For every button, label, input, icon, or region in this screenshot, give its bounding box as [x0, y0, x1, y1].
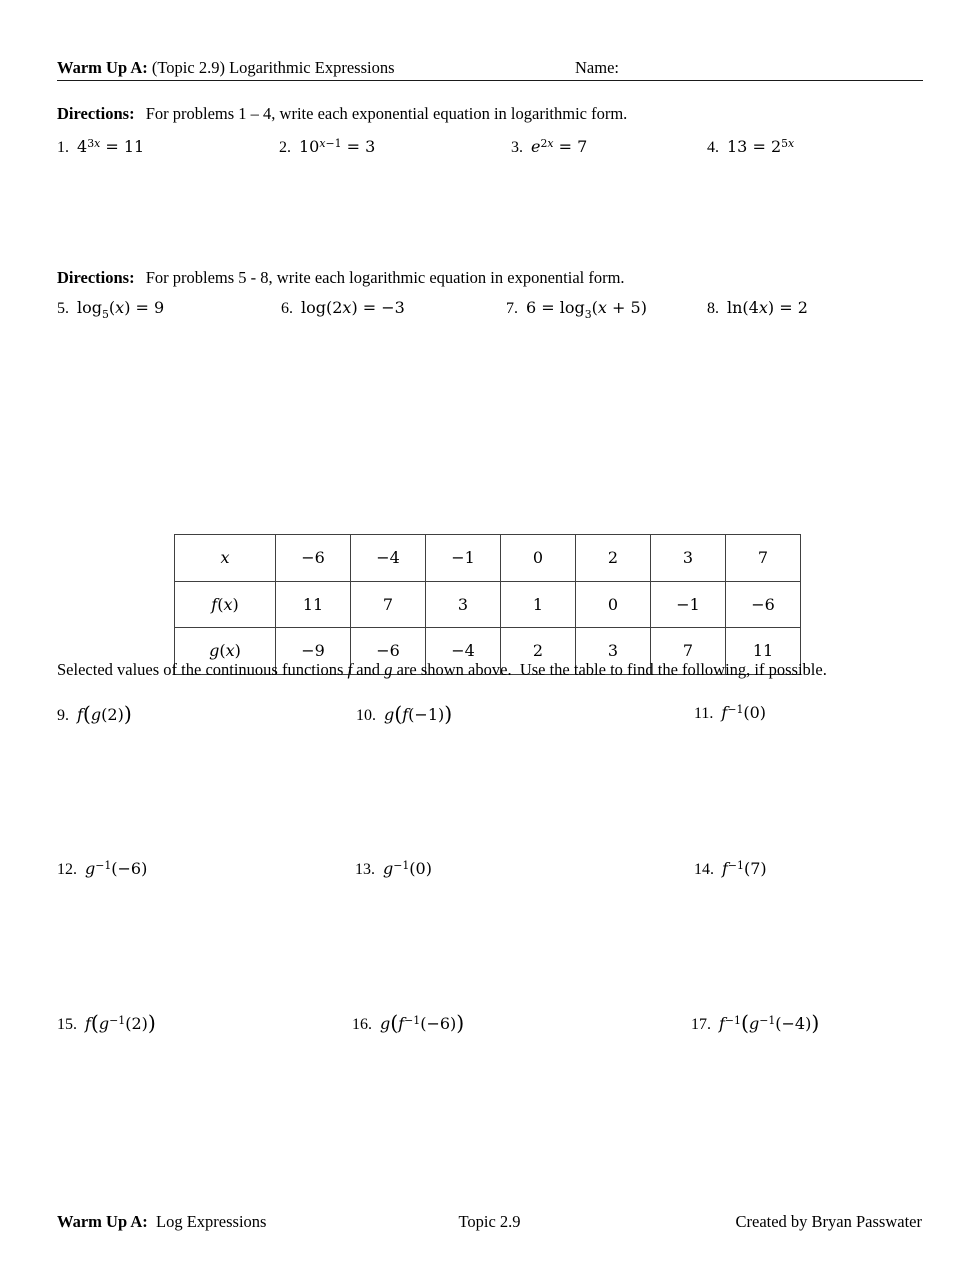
problem-17 [691, 1011, 819, 1035]
math-segment: −1 [109, 1013, 126, 1027]
math-segment: ) = 9 [124, 298, 165, 317]
problem-expression [77, 702, 132, 726]
problem-number: 8. [707, 300, 719, 317]
problem-expression [380, 1011, 465, 1035]
math-segment: = 11 [100, 137, 145, 157]
math-segment: f [721, 703, 728, 723]
math-segment: g [384, 660, 393, 679]
values-table-container [174, 494, 801, 715]
problem-14 [694, 858, 767, 879]
table-cell: 7 [351, 581, 426, 628]
problem-number: 11. [694, 705, 714, 723]
problem-expression [77, 137, 144, 156]
math-segment: log [77, 298, 102, 317]
problem-number: 9. [57, 706, 69, 724]
footer-left-bold: Warm Up A: [57, 1212, 148, 1231]
problem-number: 4. [707, 139, 719, 157]
table-cell: 1 [501, 581, 576, 628]
math-segment: (−4) [775, 1013, 812, 1033]
table-cell: −9 [276, 628, 351, 675]
problem-11 [694, 702, 766, 723]
math-segment: f [719, 1013, 725, 1033]
problem-number: 16. [352, 1015, 372, 1033]
math-segment: ) = 2 [767, 298, 808, 317]
problem-expression [719, 1011, 820, 1035]
math-segment: 13 = 2 [727, 137, 782, 157]
math-segment: x [223, 594, 233, 614]
problem-number: 14. [694, 861, 714, 879]
math-segment: g [90, 704, 102, 724]
math-segment: x [597, 298, 607, 317]
math-segment: x [220, 548, 230, 568]
math-segment: −1 [727, 703, 744, 717]
footer-left-rest: Log Expressions [147, 1212, 267, 1231]
table-cell: 0 [576, 581, 651, 628]
table-cell: 7 [651, 628, 726, 675]
problem-number: 15. [57, 1015, 77, 1033]
problem-expression [531, 137, 587, 156]
problem-expression [383, 859, 432, 878]
math-segment: x [758, 298, 768, 317]
math-segment: ( [108, 298, 116, 317]
problem-expression [727, 137, 794, 156]
directions-text: For problems 5 - 8, write each logarithmic equation in exponential form. [141, 268, 625, 287]
problem-2 [279, 136, 375, 157]
math-segment: f [347, 660, 353, 679]
math-segment: f [402, 704, 409, 724]
name-label: Name: [575, 58, 619, 77]
problem-15 [57, 1011, 156, 1035]
problem-6 [281, 298, 405, 318]
math-segment: Selected values of the continuous functions [57, 660, 348, 679]
math-segment: −1 [759, 1013, 776, 1027]
math-segment: −1 [95, 859, 112, 873]
math-segment: 5 [102, 308, 109, 322]
table-cell: 11 [726, 628, 801, 675]
table-cell: 11 [276, 581, 351, 628]
math-segment: g [383, 859, 394, 879]
math-segment: ( [394, 702, 403, 726]
math-segment: x [115, 298, 125, 317]
table-cell: 7 [726, 535, 801, 582]
math-segment: ) [232, 594, 239, 614]
math-segment: g [85, 859, 96, 879]
math-segment: g [209, 641, 220, 661]
math-segment: (−1) [408, 704, 445, 724]
problem-expression [526, 298, 647, 322]
problem-number: 12. [57, 861, 77, 879]
math-segment: log(2 [301, 298, 343, 317]
math-segment: g [384, 704, 395, 724]
math-segment: −1 [404, 1013, 421, 1027]
problem-expression [727, 298, 808, 317]
problem-number: 7. [506, 300, 518, 317]
math-segment: 4 [77, 137, 88, 157]
problem-expression [722, 859, 767, 878]
math-segment: x [225, 641, 235, 661]
table-caption [57, 660, 827, 680]
problem-8 [707, 298, 808, 318]
math-segment: e [531, 137, 541, 157]
math-segment: −1 [724, 1013, 741, 1027]
directions-log-form [57, 104, 627, 124]
math-segment: ) [444, 702, 453, 726]
table-row-label [175, 581, 276, 628]
table-cell: 3 [426, 581, 501, 628]
problem-number: 2. [279, 139, 291, 157]
math-segment: x [547, 137, 554, 151]
math-segment: 2 [540, 137, 548, 151]
table-cell: 3 [651, 535, 726, 582]
math-segment: (0) [743, 703, 767, 723]
math-segment: x [94, 137, 101, 151]
directions-label: Directions: [57, 104, 135, 123]
problem-number: 17. [691, 1015, 711, 1033]
math-segment: ( [591, 298, 598, 317]
table-cell: −4 [351, 535, 426, 582]
math-segment: f [211, 594, 218, 614]
problem-expression [77, 298, 165, 322]
directions-label: Directions: [57, 268, 135, 287]
table-cell: −6 [276, 535, 351, 582]
problem-number: 3. [511, 139, 523, 157]
math-segment: ( [217, 594, 224, 614]
table-row [175, 581, 801, 628]
directions-exp-form [57, 268, 625, 288]
table-cell: 0 [501, 535, 576, 582]
table-cell: 3 [576, 628, 651, 675]
problem-expression [301, 298, 405, 317]
table-cell: 2 [501, 628, 576, 675]
problem-number: 6. [281, 300, 293, 317]
math-segment: −1 [727, 859, 744, 873]
math-segment: (7) [743, 859, 767, 879]
problem-7 [506, 298, 647, 320]
table-cell: −1 [651, 581, 726, 628]
math-segment: x [788, 137, 795, 151]
problem-5 [57, 298, 164, 320]
math-segment: x [319, 137, 326, 151]
math-segment: 6 = log [526, 298, 585, 317]
math-segment: (2) [101, 704, 124, 724]
math-segment: −1 [393, 859, 410, 873]
math-segment: ) = −3 [351, 298, 405, 317]
table-cell: −6 [351, 628, 426, 675]
math-segment: ) [456, 1011, 465, 1035]
table-row-label [175, 535, 276, 582]
problem-1 [57, 136, 144, 157]
math-segment: g [748, 1013, 760, 1033]
table-row [175, 535, 801, 582]
math-segment: f [77, 704, 83, 724]
problem-13 [355, 858, 432, 879]
math-segment: ( [390, 1011, 399, 1035]
math-segment: ( [740, 1011, 749, 1035]
math-segment: −1 [325, 137, 342, 151]
math-segment: + 5) [606, 298, 647, 317]
math-segment: x [342, 298, 352, 317]
table-cell: −6 [726, 581, 801, 628]
math-segment: ) [123, 702, 132, 726]
math-segment: = 7 [553, 137, 588, 157]
math-segment: g [380, 1013, 391, 1033]
math-segment: ) [147, 1011, 156, 1035]
math-segment: ) [234, 641, 241, 661]
page-title-bold: Warm Up A: [57, 58, 148, 77]
problem-10 [356, 702, 452, 726]
math-segment: = 3 [341, 137, 376, 157]
math-segment: (0) [409, 859, 432, 879]
math-segment: ln(4 [727, 298, 759, 317]
math-segment: are shown above. Use the table to find the following, if possible. [392, 660, 827, 679]
directions-text: For problems 1 – 4, write each exponential equation in logarithmic form. [141, 104, 628, 123]
problem-16 [352, 1011, 464, 1035]
page-title-rest: (Topic 2.9) Logarithmic Expressions [147, 58, 395, 77]
math-segment: ) [811, 1011, 820, 1035]
problem-expression [384, 702, 453, 726]
problem-number: 10. [356, 706, 376, 724]
table-cell: 2 [576, 535, 651, 582]
math-segment: (−6) [111, 859, 148, 879]
values-table [174, 534, 801, 675]
math-segment: 5 [781, 137, 789, 151]
header-rule [57, 80, 923, 81]
footer-credit: Created by Bryan Passwater [735, 1212, 922, 1231]
math-segment: f [398, 1013, 405, 1033]
footer-topic: Topic 2.9 [458, 1212, 521, 1231]
problem-expression [85, 1011, 156, 1035]
math-segment: 3 [87, 137, 95, 151]
math-segment: ( [90, 1011, 99, 1035]
problem-4 [707, 136, 794, 157]
math-segment: ( [82, 702, 91, 726]
math-segment: (2) [125, 1013, 148, 1033]
math-segment: 10 [299, 137, 320, 157]
problem-12 [57, 858, 147, 879]
math-segment: f [722, 859, 728, 879]
problem-3 [511, 136, 587, 157]
table-cell: −1 [426, 535, 501, 582]
page-title [57, 58, 395, 78]
problem-number: 13. [355, 861, 375, 879]
math-segment: and [352, 660, 385, 679]
problem-expression [299, 137, 375, 156]
problem-expression [85, 859, 147, 878]
math-segment: f [85, 1013, 91, 1033]
math-segment: g [98, 1013, 110, 1033]
math-segment: ( [219, 641, 226, 661]
table-cell: −4 [426, 628, 501, 675]
problem-number: 5. [57, 300, 69, 317]
problem-expression [721, 703, 766, 722]
math-segment: 3 [584, 308, 592, 322]
problem-9 [57, 702, 132, 726]
problem-number: 1. [57, 139, 69, 157]
math-segment: (−6) [420, 1013, 457, 1033]
